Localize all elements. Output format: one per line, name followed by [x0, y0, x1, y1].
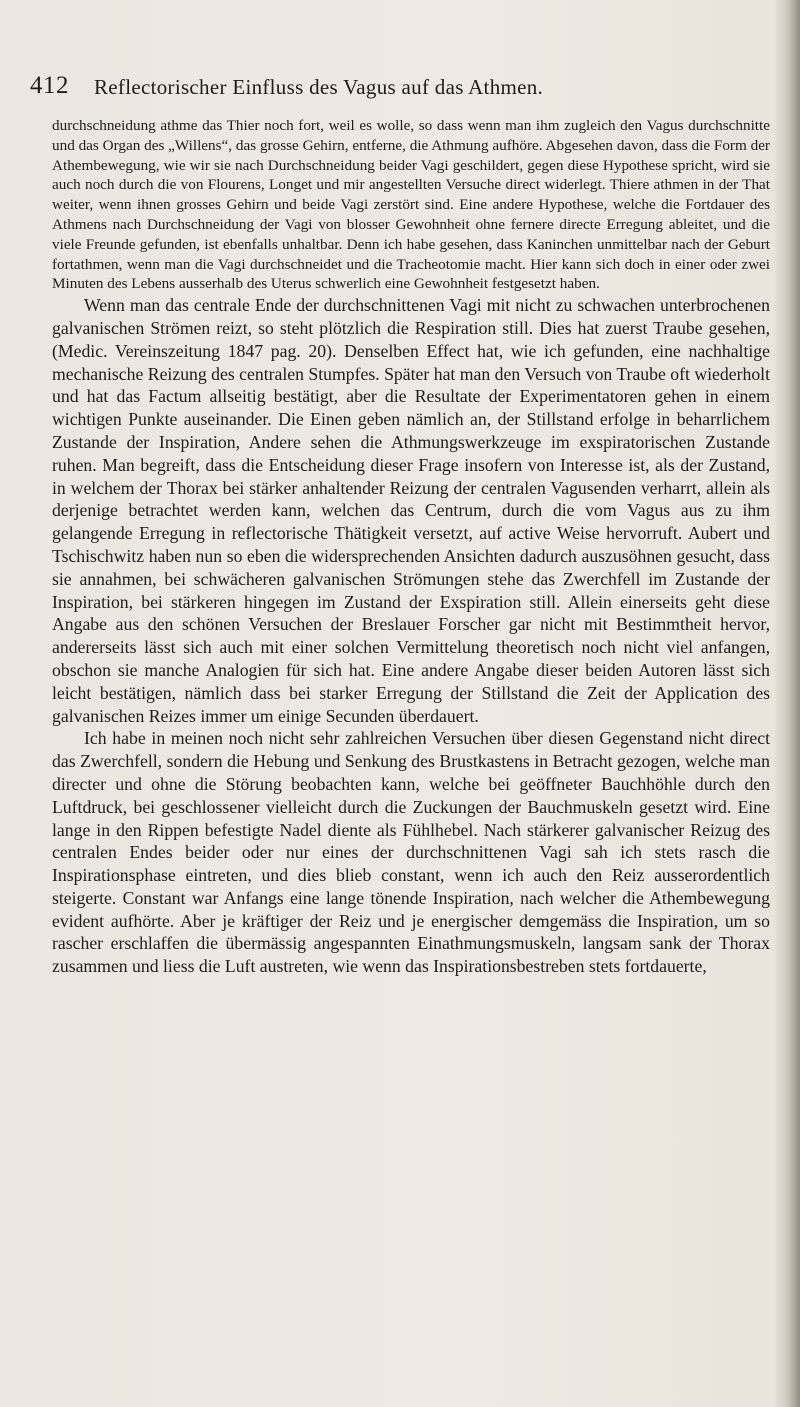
page-edge-shadow	[774, 0, 800, 1407]
body-text	[52, 116, 770, 978]
paragraph-2: Wenn man das centrale Ende der durchschnittenen Vagi mit nicht zu schwachen unterbrochenen galvanischen Strömen reizt, so steht plötzlich die Respiration still. Dies hat zuerst Traube gesehen, (Medic. Vereinszeitung 1847 pag. 20). Denselben Effect hat, wie ich gefunden, eine nachhaltige mechanische Reizung des centralen Stumpfes. Später hat man den Versuch von Traube oft wiederholt und hat das Factum allseitig bestätigt, aber die Resultate der Experimentatoren gehen in einem wichtigen Punkte auseinander. Die Einen geben nämlich an, der Stillstand erfolge in beharrlichem Zustande der Inspiration, Andere sehen die Athmungswerkzeuge im exspiratorischen Zustande ruhen. Man begreift, dass die Entscheidung dieser Frage insofern von Interesse ist, als der Zustand, in welchem der Thorax bei stärker anhaltender Reizung der centralen Vagusenden verharrt, allein als derjenige betrachtet werden kann, welchen das Centrum, durch die vom Vagus aus zu ihm gelangende Erregung in reflectorische Thätigkeit versetzt, auf active Weise hervorruft. Aubert und Tschischwitz haben nun so eben die widersprechenden Ansichten dadurch auszusöhnen gesucht, dass sie annahmen, bei schwächeren galvanischen Strömungen stehe das Zwerchfell im Zustande der Inspiration, bei stärkeren hingegen im Zustand der Exspiration still. Allein einerseits geht diese Angabe aus den schönen Versuchen der Breslauer Forscher gar nicht mit Bestimmtheit hervor, andererseits lässt sich auch mit einer solchen Vermittelung theoretisch noch nicht viel anfangen, obschon sie manche Analogien für sich hat. Eine andere Angabe dieser beiden Autoren lässt sich leicht bestätigen, nämlich dass bei starker Erregung der Stillstand die Zeit der Application des galvanischen Reizes immer um einige Secunden überdauert.	[52, 295, 770, 726]
paragraph-3: Ich habe in meinen noch nicht sehr zahlreichen Versuchen über diesen Gegenstand nicht direct das Zwerchfell, sondern die Hebung und Senkung des Brustkastens in Betracht gezogen, welche man directer und ohne die Störung beobachten kann, welche bei geöffneter Bauchhöhle durch den Luftdruck, bei geschlossener vielleicht durch die Zuckungen der Bauchmuskeln gesetzt wird. Eine lange in den Rippen befestigte Nadel diente als Fühlhebel. Nach stärkerer galvanischer Reizug des centralen Endes beider oder nur eines der durchschnittenen Vagi sah ich stets rasch die Inspirationsphase eintreten, und dies blieb constant, wenn ich auch den Reiz ausserordentlich steigerte. Constant war Anfangs eine lange tönende Inspiration, nach welcher die Athembewegung evident aufhörte. Aber je kräftiger der Reiz und je energischer demgemäss die Inspiration, um so rascher erschlaffen die übermässig angespannten Einathmungsmuskeln, langsam sank der Thorax zusammen und liess die Luft austreten, wie wenn das Inspirationsbestreben stets fortdauerte,	[52, 728, 770, 977]
page-number: 412	[30, 72, 69, 99]
running-head: Reflectorischer Einfluss des Vagus auf das Athmen.	[94, 75, 544, 99]
paragraph-1: durchschneidung athme das Thier noch fort, weil es wolle, so dass wenn man ihm zugleich den Vagus durchschnitte und das Organ des „Willens“, das grosse Gehirn, entferne, die Athmung aufhöre. Abgesehen davon, dass die Form der Athembewegung, wie wir sie nach Durchschneidung beider Vagi geschildert, gegen diese Hypothese spricht, wird sie auch noch durch die von Flourens, Longet und mir angestellten Versuche direct widerlegt. Thiere athmen in der That weiter, wenn ihnen grosses Gehirn und beide Vagi zerstört sind. Eine andere Hypothese, welche die Fortdauer des Athmens nach Durchschneidung der Vagi von blosser Gewohnheit ohne fernere directe Erregung ableitet, und die viele Freunde gefunden, ist ebenfalls unhaltbar. Denn ich habe gesehen, dass Kaninchen unmittelbar nach der Geburt fortathmen, wenn man die Vagi durchschneidet und die Tracheotomie macht. Hier kann sich doch in einer oder zwei Minuten des Lebens ausserhalb des Uterus schwerlich eine Gewohnheit festgesetzt haben.	[52, 117, 770, 293]
page-header	[30, 72, 770, 102]
